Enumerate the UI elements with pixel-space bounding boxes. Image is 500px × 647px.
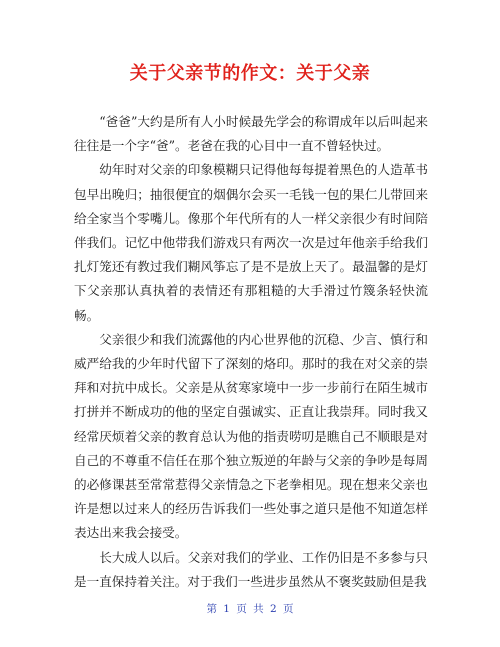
paragraph: 幼年时对父亲的印象模糊只记得他每每提着黑色的人造革书包早出晚归；抽很便宜的烟偶尔会买一毛钱一包的果仁儿带回来给全家当个零嘴儿。像那个年代所有的人一样父亲很少有时间陪伴我们。记忆中他带我们游戏只有两次一次是过年他亲手给我们扎灯笼还有教过我们糊风筝忘了是不是放上天了。最温馨的是灯下父亲那认真执着的表情还有那粗糙的大手滑过竹篾条轻快流畅。 xyxy=(74,162,428,323)
paragraph: 父亲很少和我们流露他的内心世界他的沉稳、少言、慎行和威严给我的少年时代留下了深刻的烙印。那时的我在对父亲的崇拜和对抗中成长。父亲是从贫寒家境中一步一步前行在陌生城市打拼并不断成功的他的坚定自强诚实、正直让我崇拜。同时我又经常厌烦着父亲的教育总认为他的指责唠叨是瞧自己不顺眼是对自己的不尊重不信任在那个独立叛逆的年龄与父亲的争吵是每周的必修课甚至常常惹得父亲情急之下老拳相见。现在想来父亲也许是想以过来人的经历告诉我们一些处事之道只是他不知道怎样表达出来我会接受。 xyxy=(74,331,428,541)
page-number-footer: 第 1 页 共 2 页 xyxy=(206,603,294,615)
paragraph: “爸爸”大约是所有人小时候最先学会的称谓成年以后叫起来往往是一个字“爸”。老爸在我的心目中一直不曾轻快过。 xyxy=(74,114,428,154)
paragraph: 长大成人以后。父亲对我们的学业、工作仍旧是不多参与只是一直保持着关注。对于我们一些进步虽然从不褒奖鼓励但是我 xyxy=(74,549,428,589)
document-body xyxy=(74,110,428,594)
document-title: 关于父亲节的作文：关于父亲 xyxy=(129,63,371,84)
